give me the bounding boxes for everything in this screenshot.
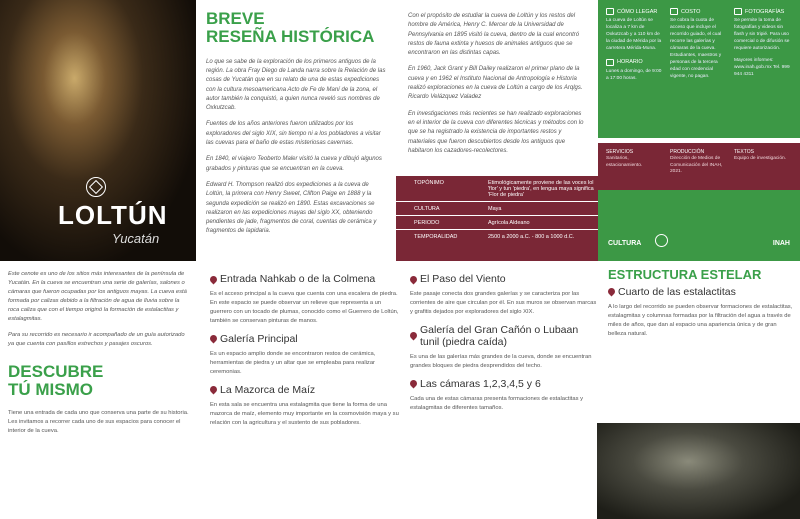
table-row <box>396 216 598 230</box>
history-panel <box>196 0 396 261</box>
info-heading: FOTOGRAFÍAS <box>745 8 785 15</box>
info-column-directions <box>606 8 664 83</box>
route-panel-1 <box>208 264 402 519</box>
discover-title-line2: TÚ MISMO <box>8 379 93 399</box>
section-heading: Galería del Gran Cañón o Lubaan tunil (piedra caída) <box>410 324 600 348</box>
hours-heading: HORARIO <box>617 59 643 66</box>
credits-panel <box>598 143 800 190</box>
cave-photo <box>597 423 800 519</box>
map-pin-icon <box>409 379 419 389</box>
info-column-photos <box>734 8 792 83</box>
logos-panel <box>598 190 800 261</box>
table-value: 2500 a 2000 a.C. - 800 a 1000 d.C. <box>484 230 598 244</box>
table-value: Agrícola Aldeano <box>484 216 598 230</box>
table-label: TEMPORALIDAD <box>396 230 484 244</box>
section-heading: Galería Principal <box>210 333 402 345</box>
seal-icon <box>655 234 668 247</box>
credits-heading: SERVICIOS <box>606 149 634 155</box>
route-panel-2 <box>408 264 600 519</box>
section-heading: La Mazorca de Maíz <box>210 384 402 396</box>
map-pin-icon <box>409 331 419 341</box>
hours-text: Lunes a domingo, de 9:00 a 17:00 horas. <box>606 68 662 81</box>
credits-heading: PRODUCCIÓN <box>670 149 705 155</box>
site-data-table <box>396 175 598 261</box>
discover-title <box>8 363 192 399</box>
history-title-line1: BREVE <box>206 9 265 28</box>
middle-paragraph: En 1960, Jack Grant y Bill Dailey realizaron el primer plano de la cueva y en 1962 el Instituto Nacional de Antropología e Historia realizó exploraciones en la cueva de Loltún a cargo de los Arqlgs. Ricardo Velázquez Valadez <box>408 66 583 101</box>
info-column-cost <box>670 8 728 83</box>
history-title-line2: RESEÑA HISTÓRICA <box>206 26 375 46</box>
loltun-logo-icon <box>86 177 106 197</box>
visitor-info-panel <box>598 0 800 138</box>
intro-paragraph: Este cenote es uno de los sitios más interesantes de la península de Yucatán. En la cueva se encuentran una serie de galerías, salones o cámaras que fueron ocupadas por los antiguos mayas. La cueva está formada por calizas debido a la filtración de agua de lluvia sobre la roca caliza que con el tiempo originó la formación de estalactitas y estalagmitas. <box>8 271 187 322</box>
estructura-title: ESTRUCTURA ESTELAR <box>608 267 762 282</box>
cover-title: LOLTÚN <box>58 200 168 230</box>
middle-text-panel <box>396 0 598 175</box>
money-icon <box>670 8 678 15</box>
estalactitas-text: A lo largo del recorrido se pueden observar formaciones de estalactitas, estalagmitas y columnas formadas por la filtración del agua a través de miles de años, que dan al espacio una apariencia única y de gran belleza natural. <box>608 303 793 337</box>
credits-text: Sanitarios, estacionamiento. <box>606 156 643 168</box>
history-title <box>206 10 386 46</box>
section-heading: Entrada Nahkab o de la Colmena <box>210 273 402 285</box>
table-value: Etimológicamente proviene de las voces lol 'flor' y tun 'piedra', en lengua maya significa 'Flor de piedra' <box>484 176 598 202</box>
middle-paragraph: Con el propósito de estudiar la cueva de Loltún y los restos del hombre de América, Henry C. Mercer de la Universidad de Pennsylvania en 1895 visitó la cueva, dentro de la cual encontró restos de fauna extinta y huesos de animales antiguos que se encontraron en las distintas capas. <box>408 13 580 57</box>
section-text: Es una de las galerías más grandes de la cueva, donde se encuentran grandes bloques de piedra desprendidos del techo. <box>410 353 592 369</box>
cover-subtitle: Yucatán <box>112 231 160 246</box>
camera-icon <box>734 8 742 15</box>
info-text: La cueva de Loltún se localiza a 7 km de Oxkutzcab y a 110 km de la ciudad de Mérida por la carretera Mérida-Muna. <box>606 18 662 51</box>
history-paragraph: Edward H. Thompson realizó dos expediciones a la cueva de Loltún, la primera con Henry Sweet, Clifton Paige en 1888 y la segunda expedición se realizó en 1890. Estas excavaciones se realizaron en las expediciones mayas del siglo XX, obteniendo pendientes de jade, fragmentos de coral, cuentas de cerámica y fragmentos de lapidaria. <box>206 181 377 235</box>
table-value: Maya <box>484 202 598 216</box>
table-row <box>396 202 598 216</box>
cultura-logo: CULTURA <box>608 240 642 247</box>
credits-heading: TEXTOS <box>734 149 754 155</box>
section-heading: Las cámaras 1,2,3,4,5 y 6 <box>410 378 600 390</box>
table-label: TOPÓNIMO <box>396 176 484 202</box>
section-heading: El Paso del Viento <box>410 273 600 285</box>
map-pin-icon <box>209 385 219 395</box>
contact-text: Mayores informes: www.inah.gob.mx Tel. 999 944 4311 <box>734 57 790 77</box>
map-pin-icon <box>607 287 617 297</box>
history-paragraph: Lo que se sabe de la exploración de los primeros antiguos de la región. La obra Fray Diego de Landa narra sobre la Relación de las cosas de Yucatán que en su relato de una de estas expediciones con la cultura mesoamericana Acto de Fe de Maní de la zona, el autor también la conquistó, a quien nunca reveló sus nombres de Oxkutzcab. <box>206 58 386 112</box>
section-text: En esta sala se encuentra una estalagmita que tiene la forma de una mazorca de maíz, elemento muy importante en la cosmovisión maya y su relación con la agricultura y el sustento de sus pobladores. <box>210 401 399 426</box>
history-paragraph: En 1840, el viajero Teoberto Maler visitó la cueva y dibujó algunos grabados y pinturas que se encuentran en la cueva. <box>206 156 382 172</box>
clock-icon <box>606 59 614 66</box>
intro-paragraph: Para su recorrido es necesario ir acompañado de un guía autorizado ya que cuenta con pasillos estrechos y pasajes oscuros. <box>8 331 185 347</box>
section-text: Este pasaje conecta dos grandes galerías y se caracteriza por las corrientes de aire que circulan por él. En sus muros se observan marcas y grafitis dejados por exploradores del siglo XIX. <box>410 291 597 315</box>
map-pin-icon <box>409 274 419 284</box>
table-row <box>396 230 598 244</box>
map-pin-icon <box>209 334 219 344</box>
credits-text: Equipo de investigación. <box>734 156 787 161</box>
discover-text: Tiene una entrada de cada uno que conserva una parte de su historia. Les invitamos a recorrer cada uno de sus espacios para conocer el interior de la cueva. <box>8 409 189 434</box>
intro-panel <box>0 264 200 519</box>
section-text: Cada una de estas cámaras presenta formaciones de estalactitas y estalagmitas de diferentes tamaños. <box>410 395 584 411</box>
section-heading: Cuarto de las estalactitas <box>608 286 796 298</box>
car-icon <box>606 8 614 15</box>
info-text: Se cobra la cuota de acceso que incluye el recorrido guiado, el cual recorre las galerías y cámaras de la cueva. Estudiantes, maestros y personas de la tercera edad con credencial vigente, no pagan. <box>670 18 722 79</box>
cover-panel <box>0 0 196 261</box>
table-label: CULTURA <box>396 202 484 216</box>
info-heading: CÓMO LLEGAR <box>617 8 658 15</box>
discover-title-line1: DESCUBRE <box>8 361 104 381</box>
info-heading: COSTO <box>681 8 701 15</box>
table-label: PERIODO <box>396 216 484 230</box>
inah-logo: INAH <box>772 240 790 247</box>
section-text: Es un espacio amplio donde se encontraron restos de cerámica, herramientas de piedra y un altar que se empleaba para realizar ceremonias. <box>210 350 376 375</box>
info-text: Se permite la toma de fotografías y videos sin flash y sin tripié. Para uso comercial o de difusión se requiere autorización. <box>734 18 790 51</box>
middle-paragraph: En investigaciones más recientes se han realizado exploraciones en el interior de la cueva con diferentes técnicas y métodos con lo que se ha registrado la existencia de importantes restos y materiales que fueron descubiertos desde los antiguos que habitaron los cazadores-recolectores. <box>408 110 584 154</box>
table-row <box>396 176 598 202</box>
map-pin-icon <box>209 274 219 284</box>
credits-text: Dirección de Medios de Comunicación del INAH, 2021. <box>670 156 723 175</box>
section-text: Es el acceso principal a la cueva que cuenta con una escalera de piedra. En este espacio se puede observar un relieve que representa a un guerrero con un tocado de plumas, conocido como el Guerrero de Loltún, también se conservan pinturas de manos. <box>210 291 399 324</box>
history-paragraph: Fuentes de los años anteriores fueron utilizados por los exploradores del siglo XIX, sin tiempo ni a los pobladores a visitar las cuevas para el baño de estas misteriosas cavernas. <box>206 121 381 147</box>
